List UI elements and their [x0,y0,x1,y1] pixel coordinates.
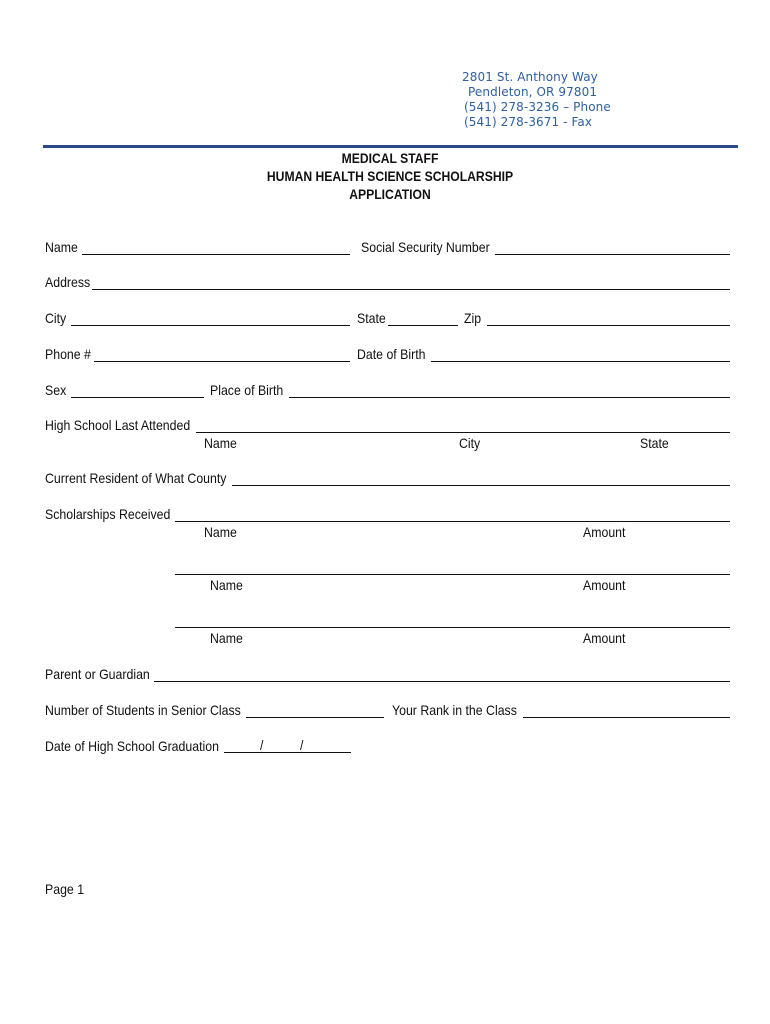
zip-label: Zip [464,310,482,326]
ssn-field[interactable] [495,254,730,255]
address-block [462,70,611,130]
hs-state-caption: State [640,435,669,451]
state-field[interactable] [388,325,458,326]
phone-field[interactable] [94,361,350,362]
num-students-label: Number of Students in Senior Class [45,702,241,718]
title-line-3: APPLICATION [349,187,431,202]
ssn-label: Social Security Number [361,239,490,255]
scholarship-field-1[interactable] [175,521,730,522]
scholarship-amount-caption-1: Amount [583,524,626,540]
grad-date-label: Date of High School Graduation [45,738,219,754]
scholarship-name-caption-1: Name [204,524,237,540]
address-city: Pendleton, OR 97801 [468,85,598,99]
title-line-2: HUMAN HEALTH SCIENCE SCHOLARSHIP [266,169,514,184]
parent-label: Parent or Guardian [45,666,150,682]
document-title [39,150,741,204]
address-label: Address [45,274,91,290]
scholarships-label: Scholarships Received [45,506,171,522]
scholarship-name-caption-3: Name [210,630,243,646]
rank-label: Your Rank in the Class [392,702,517,718]
scholarship-field-2[interactable] [175,574,730,575]
high-school-label: High School Last Attended [45,417,191,433]
grad-date-field[interactable] [224,752,351,753]
title-line-1: MEDICAL STAFF [341,151,439,166]
scholarship-name-caption-2: Name [210,577,243,593]
county-label: Current Resident of What County [45,470,227,486]
sex-label: Sex [45,382,67,398]
rank-field[interactable] [523,717,730,718]
scholarship-amount-caption-3: Amount [583,630,626,646]
zip-field[interactable] [487,325,730,326]
grad-date-slash-2: / [300,737,304,753]
page-number: Page 1 [45,881,85,897]
city-label: City [45,310,67,326]
place-of-birth-label: Place of Birth [210,382,284,398]
phone-label: Phone # [45,346,91,362]
address-phone: (541) 278-3236 – Phone [464,100,611,114]
scholarship-field-3[interactable] [175,627,730,628]
grad-date-slash-1: / [260,737,264,753]
header-divider [43,145,738,148]
address-fax: (541) 278-3671 - Fax [464,115,593,129]
name-label: Name [45,239,78,255]
hs-city-caption: City [459,435,481,451]
dob-field[interactable] [431,361,730,362]
high-school-field[interactable] [196,432,730,433]
sex-field[interactable] [71,397,204,398]
dob-label: Date of Birth [357,346,426,362]
scholarship-amount-caption-2: Amount [583,577,626,593]
address-field[interactable] [92,289,730,290]
state-label: State [357,310,386,326]
city-field[interactable] [71,325,350,326]
num-students-field[interactable] [246,717,384,718]
address-street: 2801 St. Anthony Way [462,70,598,84]
parent-field[interactable] [154,681,730,682]
place-of-birth-field[interactable] [289,397,730,398]
name-field[interactable] [82,254,350,255]
county-field[interactable] [232,485,730,486]
hs-name-caption: Name [204,435,237,451]
